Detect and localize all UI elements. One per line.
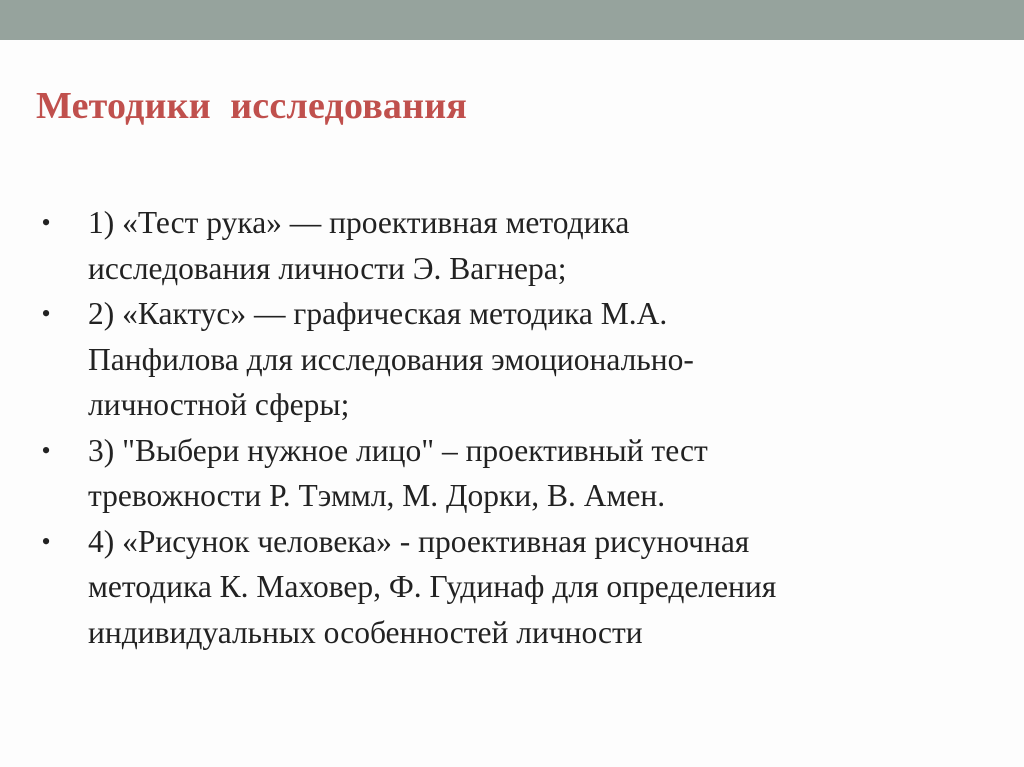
bullet-item-4 [36,519,996,656]
bullet-item-2 [36,291,996,428]
bullet-item-3 [36,428,996,519]
slide-title: Методики исследования [36,85,468,127]
bullet-item-1 [36,200,996,291]
bullet-dot-icon: • [41,299,51,328]
bullet-dot-icon: • [41,208,51,237]
bullet-text: 4) «Рисунок человека» - проективная рисуночная методика К. Маховер, Ф. Гудинаф для определения индивидуальных особенностей личности [88,523,777,650]
bullet-dot-icon: • [41,526,51,556]
bullet-text: 3) "Выбери нужное лицо" – проективный тест тревожности Р. Тэммл, М. Дорки, В. Амен. [88,432,708,513]
top-decorative-bar [0,0,1024,40]
bullet-text: 1) «Тест рука» — проективная методика исследования личности Э. Вагнера; [88,205,630,286]
bullet-text: 2) «Кактус» — графическая методика М.А. Панфилова для исследования эмоционально- личностной сферы; [88,296,694,422]
bullet-list [36,200,996,655]
bullet-dot-icon: • [41,435,51,465]
